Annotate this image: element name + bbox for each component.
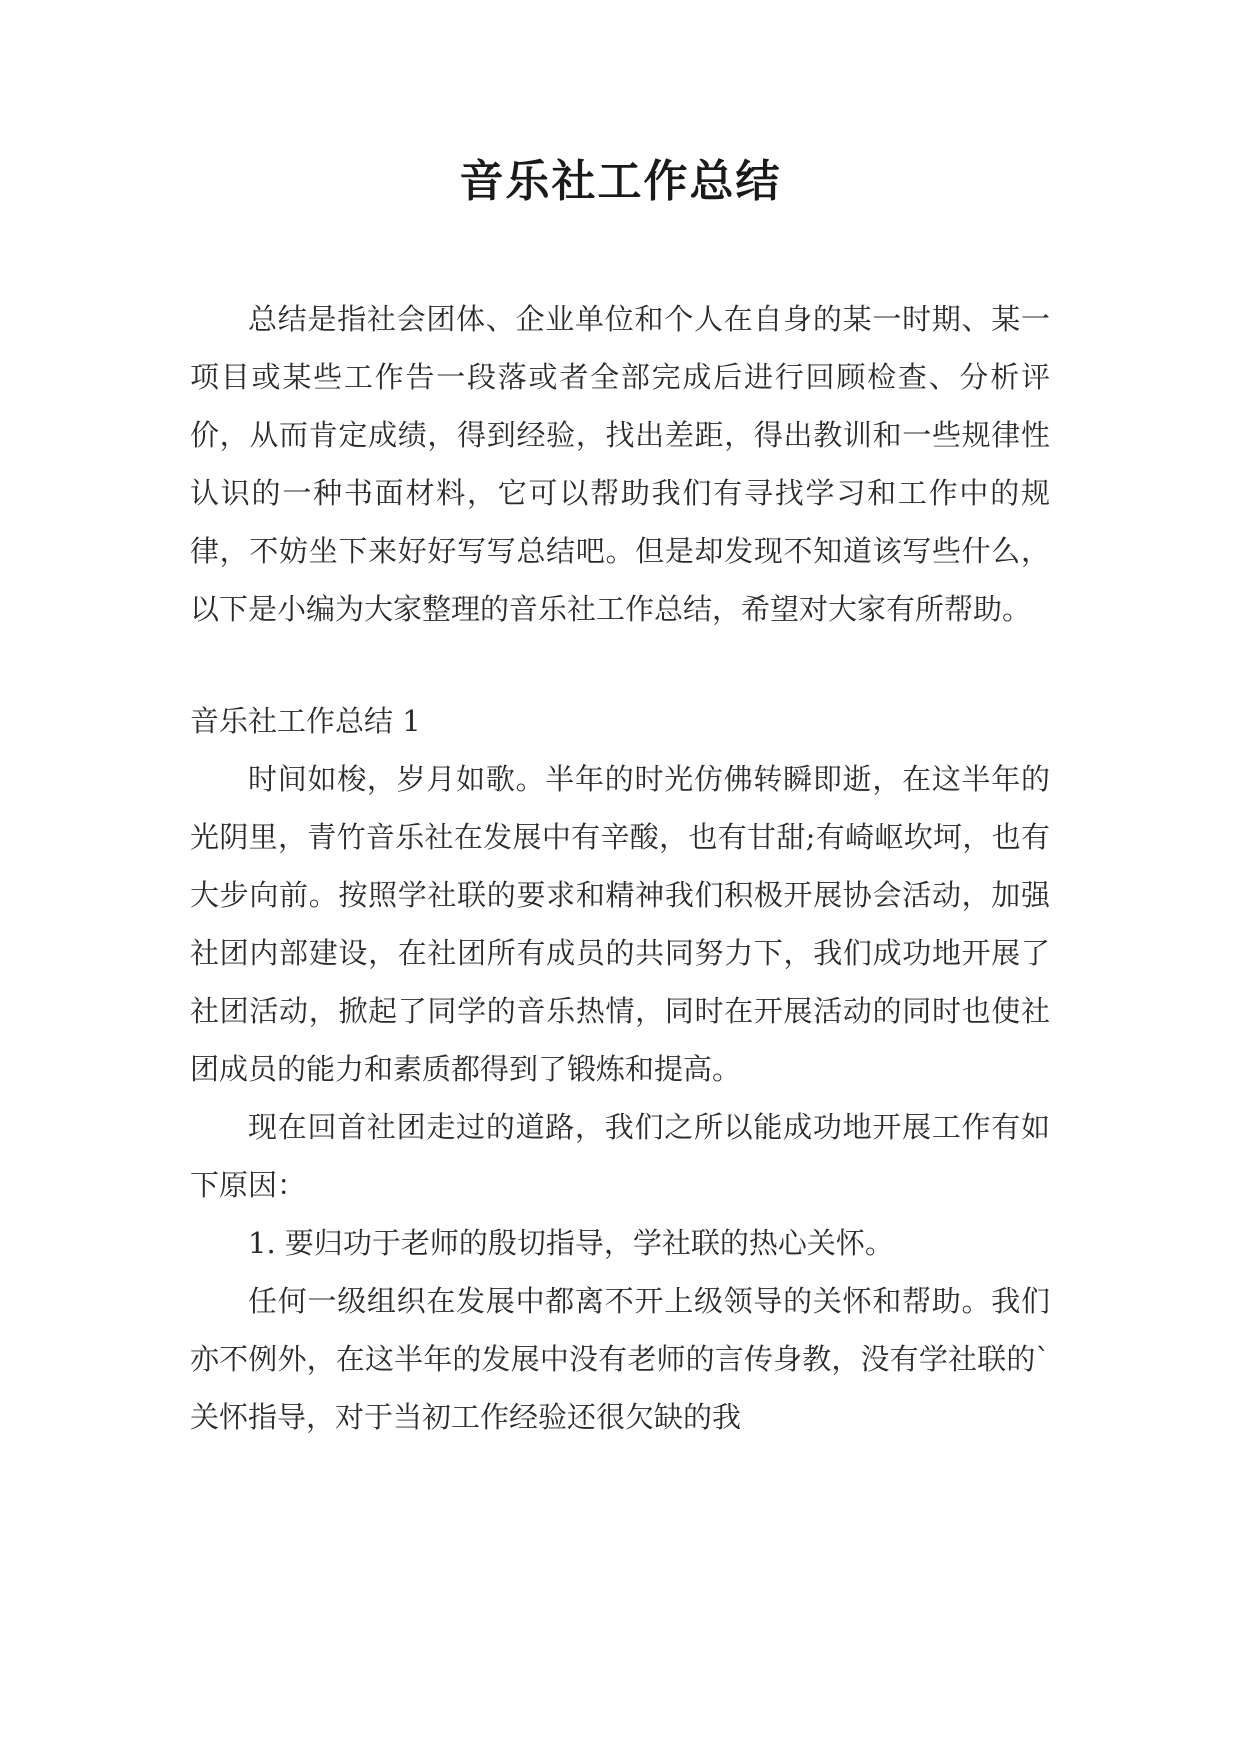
document-title: 音乐社工作总结 — [459, 156, 782, 207]
paragraph-gap — [190, 638, 1050, 692]
body-paragraph-4: 任何一级组织在发展中都离不开上级领导的关怀和帮助。我们亦不例外，在这半年的发展中没有老师的言传身教，没有学社联的`关怀指导，对于当初工作经验还很欠缺的我 — [190, 1284, 1050, 1434]
document-body — [190, 290, 1050, 1446]
body-paragraph-3: 1. 要归功于老师的殷切指导，学社联的热心关怀。 — [248, 1226, 894, 1260]
section-heading: 音乐社工作总结 1 — [190, 704, 421, 738]
body-paragraph-2: 现在回首社团走过的道路，我们之所以能成功地开展工作有如下原因： — [190, 1110, 1050, 1202]
intro-paragraph: 总结是指社会团体、企业单位和个人在自身的某一时期、某一项目或某些工作告一段落或者全部完成后进行回顾检查、分析评价，从而肯定成绩，得到经验，找出差距，得出教训和一些规律性认识的一种书面材料，它可以帮助我们有寻找学习和工作中的规律，不妨坐下来好好写写总结吧。但是却发现不知道该写些什么，以下是小编为大家整理的音乐社工作总结，希望对大家有所帮助。 — [190, 302, 1050, 626]
body-paragraph-1: 时间如梭，岁月如歌。半年的时光仿佛转瞬即逝，在这半年的光阴里，青竹音乐社在发展中有辛酸，也有甘甜;有崎岖坎坷，也有大步向前。按照学社联的要求和精神我们积极开展协会活动，加强社团内部建设，在社团所有成员的共同努力下，我们成功地开展了社团活动，掀起了同学的音乐热情，同时在开展活动的同时也使社团成员的能力和素质都得到了锻炼和提高。 — [190, 762, 1050, 1086]
